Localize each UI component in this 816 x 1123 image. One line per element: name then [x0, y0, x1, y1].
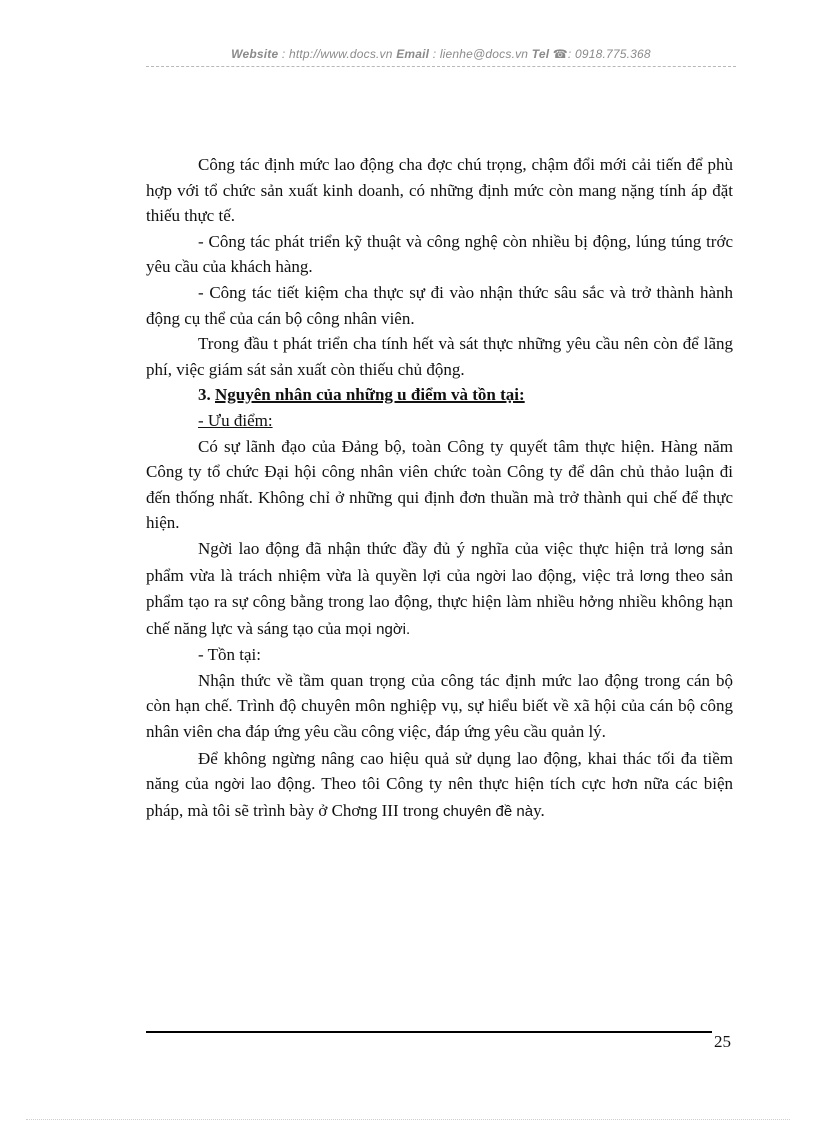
email-label: Email — [396, 47, 430, 61]
section-heading — [146, 382, 733, 408]
p8-word-1: ngời — [214, 776, 245, 794]
page-bottom-border — [26, 1119, 790, 1120]
p6-word-5: ngời. — [376, 620, 411, 638]
document-body — [146, 152, 733, 824]
p8-text-c: y. — [533, 800, 545, 820]
paragraph-1: Công tác định mức lao động cha đợc chú trọng, chậm đổi mới cải tiến để phù hợp với tổ chức sản xuất kinh doanh, có những định mức còn mang nặng tính áp đặt thiếu thực tế. — [146, 155, 733, 226]
p6-text-d: theo sản phẩm tạo ra sự công bằng trong lao động, thực hiện làm nhiều — [146, 565, 733, 612]
p6-text-e: nhiều không hạn chế năng lực và sáng tạo của mọi — [146, 592, 733, 638]
p7-text-a: Nhận thức về tầm quan trọng của công tác định mức lao động trong cán bộ còn hạn chế. Trình độ chuyên môn nghiệp vụ, sự hiểu biết về xã hội của cán bộ công nhân viên — [146, 670, 733, 742]
p6-text-b: sản phẩm vừa là trách nhiệm vừa là quyền lợi của — [146, 538, 733, 585]
page-number: 25 — [714, 1032, 731, 1051]
paragraph-5: Có sự lãnh đạo của Đảng bộ, toàn Công ty quyết tâm thực hiện. Hàng năm Công ty tổ chức Đại hội công nhân viên chức toàn Công ty để dân chủ thảo luận đi đến thống nhất. Không chỉ ở những qui định đơn thuần mà trở thành qui chế để thực hiện. — [146, 436, 733, 533]
tel-label: Tel — [531, 47, 550, 61]
p8-text-a: Để không ngừng nâng cao hiệu quả sử dụng lao động, khai thác tối đa tiềm năng của — [146, 748, 733, 794]
paragraph-2: - Công tác phát triển kỹ thuật và công nghệ còn nhiều bị động, lúng túng trớc yêu cầu của khách hàng. — [146, 231, 733, 277]
p6-word-2: ngời — [476, 567, 506, 585]
paragraph-7 — [146, 668, 733, 746]
website-label: Website — [231, 47, 279, 61]
paragraph-6 — [146, 536, 733, 642]
section-number: 3. — [198, 385, 211, 405]
page-header — [146, 47, 736, 61]
paragraph-8 — [146, 746, 733, 825]
website-value: : http://www.docs.vn — [281, 47, 393, 61]
header-divider — [146, 66, 736, 67]
p6-text-a: Ngời lao động đã nhận thức đầy đủ ý nghĩa của việc thực hiện trả — [198, 538, 669, 558]
footer-divider — [146, 1031, 712, 1033]
p6-text-c: lao động, việc trả — [505, 565, 640, 585]
p7-text-b: đáp ứng yêu cầu công việc, đáp ứng yêu cầu quản lý. — [241, 722, 606, 742]
p6-word-1: lơng — [674, 540, 705, 558]
p8-text-b: lao động. Theo tôi Công ty nên thực hiện tích cực hơn nữa các biện pháp, mà tôi sẽ trình bày ở Chơng III trong — [146, 774, 733, 820]
p6-word-3: lơng — [639, 567, 670, 585]
email-value: : lienhe@docs.vn — [432, 47, 529, 61]
paragraph-3: - Công tác tiết kiệm cha thực sự đi vào nhận thức sâu sắc và trở thành hành động cụ thể của cán bộ công nhân viên. — [146, 282, 733, 328]
tel-value: ☎: 0918.775.368 — [552, 47, 651, 61]
p8-word-2: chuyên đề nà — [443, 802, 534, 820]
advantages-label: - Ưu điểm: — [198, 410, 273, 430]
section-title: Nguyên nhân của những u điểm và tồn tại: — [215, 385, 525, 405]
paragraph-4: Trong đầu t phát triển cha tính hết và sát thực những yêu cầu nên còn để lãng phí, việc giám sát sản xuất còn thiếu chủ động. — [146, 334, 733, 379]
p7-word-1: cha — [216, 724, 242, 742]
p6-word-4: hởng — [579, 594, 614, 612]
issues-label: - Tồn tại: — [198, 645, 261, 665]
